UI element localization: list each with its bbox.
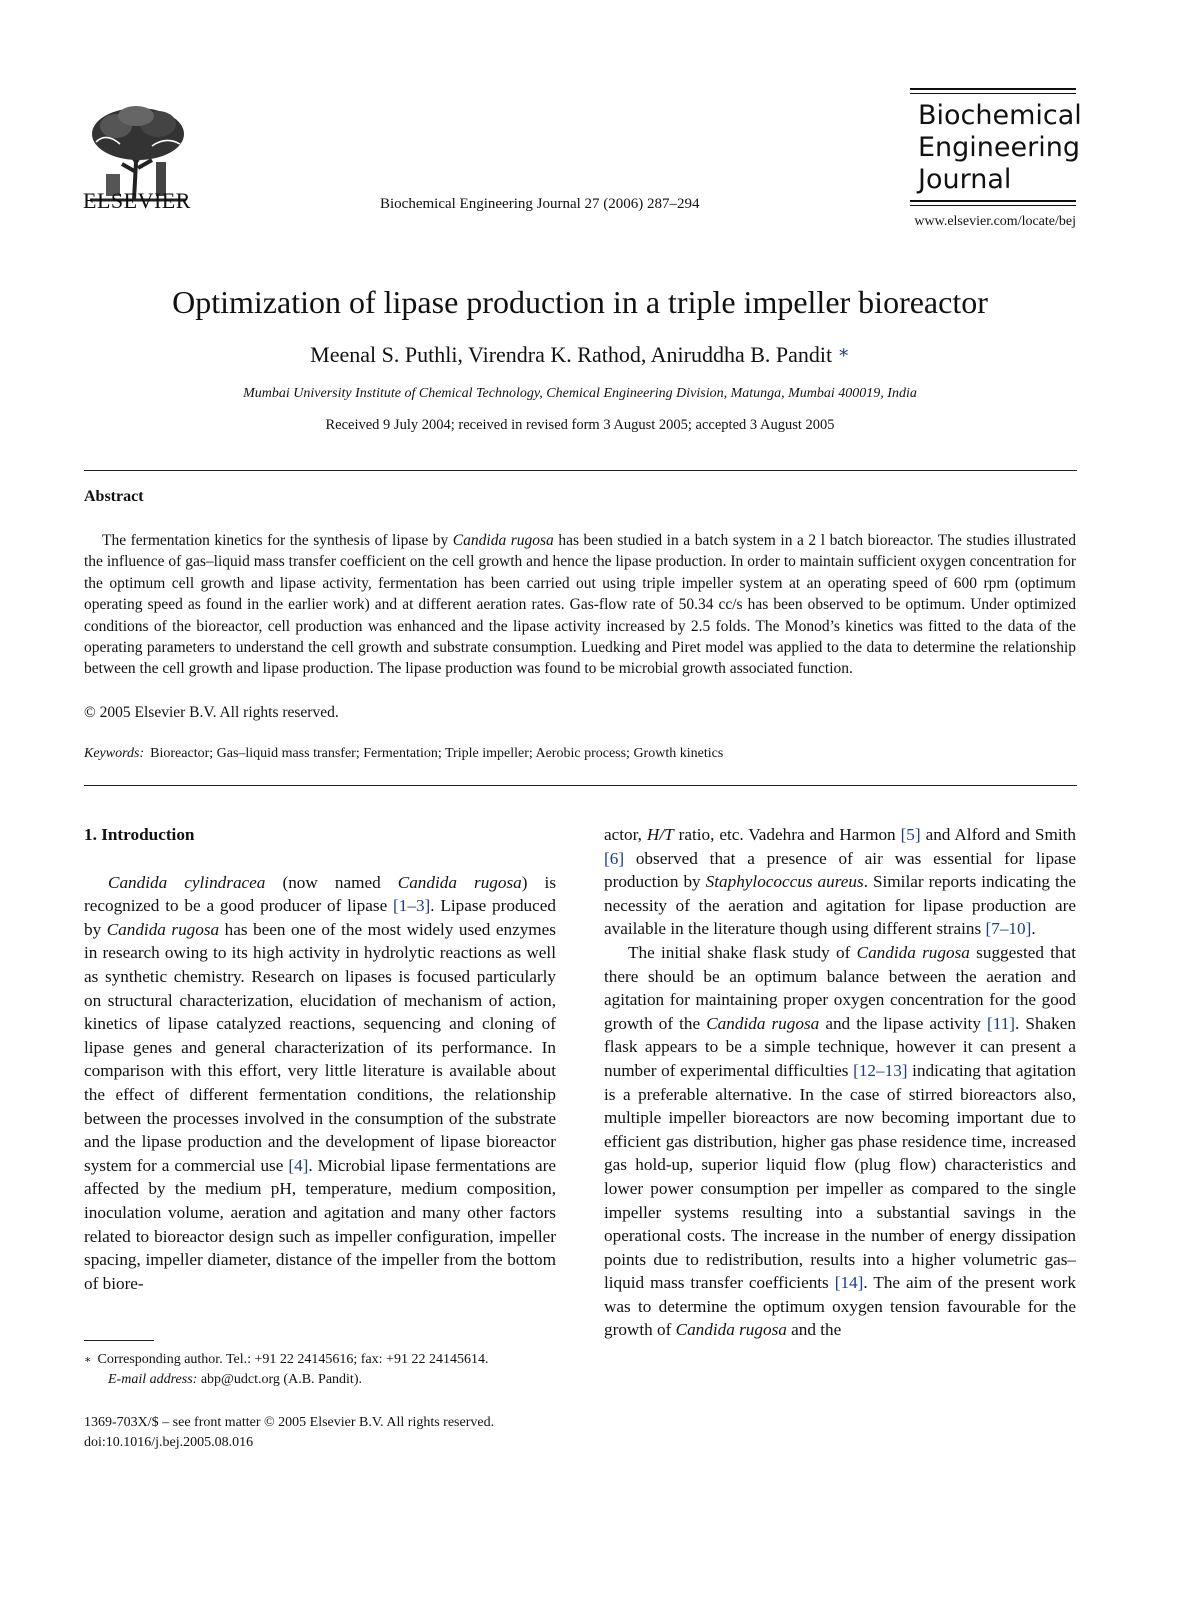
publisher-name: ELSEVIER xyxy=(83,188,191,213)
intro-text-1: (now named xyxy=(265,872,398,892)
intro-text-3: . Lipase produced by xyxy=(84,896,556,939)
abstract-heading: Abstract xyxy=(84,488,144,505)
right-text-8: suggested that there should be an optimum balance between the aeration and agitation for maintaining proper oxygen concentration for the good growth of the xyxy=(604,942,1076,1033)
intro-paragraph-1 xyxy=(84,871,556,1296)
right-text-11: indicating that agitation is a preferable alternative. In the case of stirred bioreactors also, multiple impeller bioreactors are now becoming important due to efficient gas distribution, higher gas phase residence time, increased gas hold-up, superior liquid flow (plug flow) characteristics and lower power consumption per impeller as compared to the single impeller systems resulting into a substantial savings in the operational costs. The increase in the number of energy dissipation points due to redistribution, results into a higher volumetric gas–liquid mass transfer coefficients xyxy=(604,1060,1076,1293)
intro-paragraph-1-continued xyxy=(604,823,1076,941)
right-text-9: and the lipase activity xyxy=(819,1013,988,1033)
journal-logo-line-2: Engineering xyxy=(918,132,1080,163)
body-column-left xyxy=(84,823,556,1295)
intro-species-2: Candida rugosa xyxy=(397,872,522,892)
intro-species-3: Candida rugosa xyxy=(106,919,220,939)
abstract-species: Candida rugosa xyxy=(452,532,554,549)
footnote-mark: ∗ xyxy=(84,1354,92,1366)
citation-link-12-13[interactable]: [12–13] xyxy=(853,1060,908,1080)
right-species-3: Candida rugosa xyxy=(675,1320,787,1340)
email-label: E-mail address: xyxy=(108,1372,198,1387)
right-text-2: ratio, etc. Vadehra and Harmon xyxy=(673,825,901,844)
article-dates: Received 9 July 2004; received in revised form 3 August 2005; accepted 3 August 2005 xyxy=(325,417,835,433)
citation-link-1-3[interactable]: [1–3] xyxy=(393,896,431,916)
right-text-10: . Shaken flask appears to be a simple technique, however it can present a number of experimental difficulties xyxy=(604,1013,1076,1080)
right-text-6: . xyxy=(1031,919,1036,939)
abstract-text xyxy=(84,530,1076,680)
right-text-3: and Alford and Smith xyxy=(920,825,1076,844)
keywords-values: Bioreactor; Gas–liquid mass transfer; Fermentation; Triple impeller; Aerobic process; Growth kinetics xyxy=(150,746,724,761)
authors-names: Meenal S. Puthli, Virendra K. Rathod, Aniruddha B. Pandit xyxy=(310,342,833,367)
affiliation: Mumbai University Institute of Chemical Technology, Chemical Engineering Division, Matunga, Mumbai 400019, India xyxy=(243,386,917,401)
divider-top xyxy=(84,470,1077,471)
body-column-right xyxy=(604,823,1076,1342)
citation-link-7-10[interactable]: [7–10] xyxy=(985,919,1032,939)
front-matter xyxy=(84,1413,564,1453)
journal-url-link[interactable]: www.elsevier.com/locate/bej xyxy=(914,214,1076,229)
right-text-1: actor, xyxy=(604,825,647,844)
intro-text-4: has been one of the most widely used enzymes in research owing to its high activity in hydrolytic reactions as well as synthetic chemistry. Research on lipases is focused particularly on structural characterization, elucidation of mechanism of action, kinetics of lipase catalyzed reactions, sequencing and cloning of lipase genes and general characterization of its performance. In comparison with this effort, very little literature is available about the effect of different fermentation conditions, the relationship between the processes involved in the consumption of the substrate and the lipase production and the development of lipase bioreactor system for a commercial use xyxy=(84,919,556,1175)
footnote-phone-fax: Corresponding author. Tel.: +91 22 24145616; fax: +91 22 24145614. xyxy=(97,1352,489,1367)
abstract-copyright: © 2005 Elsevier B.V. All rights reserved. xyxy=(84,704,339,721)
intro-species-1: Candida cylindracea xyxy=(108,872,266,892)
citation-link-5[interactable]: [5] xyxy=(900,825,921,844)
corresponding-author-footnote xyxy=(84,1350,556,1390)
journal-logo xyxy=(910,88,1082,206)
footnote-email-line xyxy=(84,1370,556,1390)
keywords xyxy=(84,746,723,762)
journal-citation: Biochemical Engineering Journal 27 (2006) 287–294 xyxy=(380,196,700,212)
divider-bottom xyxy=(84,785,1077,786)
journal-logo-line-1: Biochemical xyxy=(918,100,1082,131)
right-text-4: observed that a presence of air was essential for lipase production by xyxy=(604,848,1076,892)
right-text-7: The initial shake flask study of xyxy=(628,942,857,962)
abstract-text-a: The fermentation kinetics for the synthesis of lipase by xyxy=(102,532,453,549)
keywords-label: Keywords: xyxy=(84,746,145,761)
journal-logo-line-3: Journal xyxy=(918,164,1012,195)
journal-logo-text xyxy=(910,94,1082,196)
citation-link-14[interactable]: [14] xyxy=(834,1273,864,1293)
footnote-contact xyxy=(84,1350,556,1370)
abstract-text-b: has been studied in a batch system in a 2 l batch bioreactor. The studies illustrated the influence of gas–liquid mass transfer coefficient on the cell growth and hence the lipase production. In order to maintain sufficient oxygen concentration for the optimum cell growth and lipase activity, fermentation has been carried out using triple impeller system at an operating speed of 600 rpm (optimum operating speed as found in the earlier work) and at different aeration rates. Gas-flow rate of 50.34 cc/s has been observed to be optimum. Under optimized conditions of the bioreactor, cell production was enhanced and the lipase activity increased by 2.5 folds. The Monod’s kinetics was fitted to the data of the operating parameters to understand the cell growth and substrate consumption. Luedking and Piret model was applied to the data to determine the relationship between the cell growth and lipase production. The lipase production was found to be microbial growth associated function. xyxy=(84,532,1077,678)
footnote-divider xyxy=(84,1340,154,1341)
right-text-12: . The aim of the present work was to determine the optimum oxygen tension favourable for the growth of xyxy=(604,1273,1076,1340)
right-species-staph: Staphylococcus aureus xyxy=(705,872,864,892)
intro-paragraph-2 xyxy=(604,941,1076,1342)
right-text-5: . Similar reports indicating the necessity of the aeration and agitation for lipase production are available in the literature though using different strains xyxy=(604,872,1076,939)
right-text-13: and the xyxy=(786,1320,842,1340)
citation-link-4[interactable]: [4] xyxy=(288,1155,309,1175)
right-species-2: Candida rugosa xyxy=(706,1013,820,1033)
citation-link-11[interactable]: [11] xyxy=(987,1013,1016,1033)
email-address[interactable]: abp@udct.org (A.B. Pandit). xyxy=(197,1372,362,1387)
article-title: Optimization of lipase production in a triple impeller bioreactor xyxy=(172,284,988,320)
intro-text-5: . Microbial lipase fermentations are affected by the medium pH, temperature, medium composition, inoculation volume, aeration and agitation and many other factors related to bioreactor design such as impeller configuration, impeller spacing, impeller diameter, distance of the impeller from the bottom of biore- xyxy=(84,1155,556,1293)
ht-ratio: H/T xyxy=(646,825,674,844)
right-species-1: Candida rugosa xyxy=(856,942,970,962)
journal-logo-rule-bottom xyxy=(910,200,1076,206)
section-heading-introduction: 1. Introduction xyxy=(84,825,195,844)
issn-line: 1369-703X/$ – see front matter © 2005 Elsevier B.V. All rights reserved. xyxy=(84,1415,495,1430)
corresponding-author-mark[interactable]: ∗ xyxy=(837,342,850,362)
author-list xyxy=(0,342,1160,368)
intro-text-2: ) is recognized to be a good producer of lipase xyxy=(84,872,557,916)
doi-line[interactable]: doi:10.1016/j.bej.2005.08.016 xyxy=(84,1435,254,1450)
citation-link-6[interactable]: [6] xyxy=(604,848,625,868)
